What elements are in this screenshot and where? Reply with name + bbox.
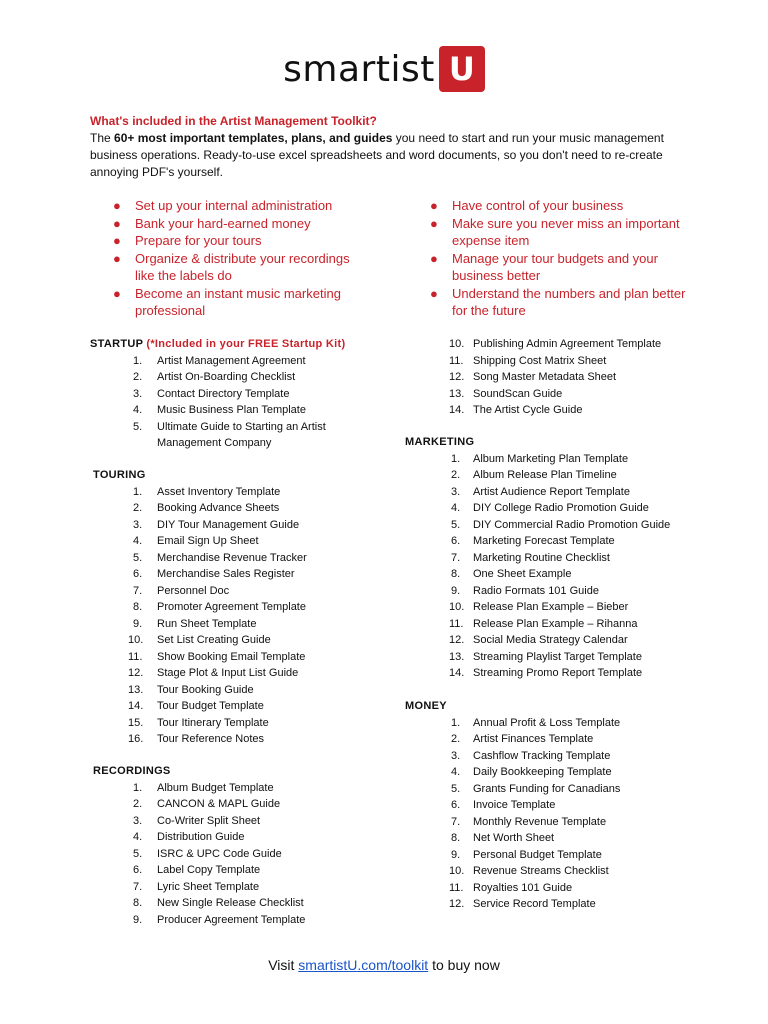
bullet-dot-icon: ● (113, 198, 121, 213)
list-item (405, 353, 745, 370)
item-label: Tour Itinerary Template (157, 716, 269, 729)
list-item (90, 566, 413, 583)
list-item (90, 517, 413, 534)
list-item (405, 616, 745, 633)
item-number: 6. (133, 864, 143, 876)
recordings-list (90, 780, 413, 929)
bullet-item (113, 250, 353, 285)
footer-prefix: Visit (268, 957, 299, 973)
section-touring (93, 467, 413, 748)
list-item (90, 715, 413, 732)
item-label: Show Booking Email Template (157, 650, 306, 663)
startup-title: STARTUP (90, 338, 144, 350)
list-item (405, 517, 745, 534)
item-number: 13. (128, 683, 144, 696)
list-item (90, 583, 413, 600)
item-number: 10. (449, 338, 465, 350)
item-label: Album Budget Template (157, 781, 274, 794)
bullet-dot-icon: ● (113, 285, 121, 301)
item-number: 5. (451, 782, 461, 795)
item-label: Booking Advance Sheets (157, 502, 280, 514)
item-number: 5. (133, 847, 143, 860)
list-item (405, 847, 745, 864)
item-label: Tour Booking Guide (157, 683, 254, 696)
bullet-dot-icon: ● (113, 215, 121, 231)
startup-list (90, 353, 410, 452)
item-label: Radio Formats 101 Guide (473, 584, 599, 597)
list-item (405, 814, 745, 831)
item-number: 8. (133, 601, 143, 613)
item-number: 5. (133, 551, 143, 564)
bullet-dot-icon: ● (430, 250, 438, 266)
item-number: 14. (449, 404, 465, 416)
list-item (90, 796, 413, 813)
item-label: Artist Management Agreement (157, 354, 306, 367)
item-number: 15. (128, 716, 144, 729)
section-startup (90, 336, 410, 452)
item-number: 3. (133, 814, 143, 827)
list-item (90, 731, 413, 748)
bullet-dot-icon: ● (113, 250, 121, 266)
item-number: 13. (449, 387, 465, 400)
item-number: 7. (451, 551, 461, 564)
item-label: Song Master Metadata Sheet (473, 371, 617, 383)
item-number: 16. (128, 733, 144, 745)
item-number: 4. (451, 766, 461, 778)
bullet-item (113, 215, 353, 233)
startup-subtitle: (*Included in your FREE Startup Kit) (146, 338, 346, 350)
intro (90, 113, 690, 181)
item-label: Run Sheet Template (157, 617, 257, 630)
bullet-dot-icon: ● (113, 233, 121, 248)
item-number: 11. (449, 617, 464, 630)
item-label: Invoice Template (473, 799, 556, 811)
item-label: Royalties 101 Guide (473, 881, 573, 894)
list-item (90, 550, 413, 567)
list-item (90, 829, 413, 846)
item-label: Merchandise Revenue Tracker (157, 551, 307, 564)
list-item (90, 879, 413, 896)
item-number: 14. (128, 700, 144, 712)
item-label: Grants Funding for Canadians (473, 782, 621, 795)
logo-wordmark: smartist (283, 48, 435, 90)
list-item (405, 880, 745, 897)
item-number: 1. (451, 716, 461, 729)
item-label: Contact Directory Template (157, 387, 290, 400)
section-marketing (405, 434, 745, 682)
item-number: 1. (451, 452, 461, 465)
item-label: One Sheet Example (473, 568, 572, 580)
list-item (405, 550, 745, 567)
item-label: ISRC & UPC Code Guide (157, 847, 282, 860)
item-number: 2. (133, 798, 143, 810)
item-number: 6. (451, 799, 461, 811)
list-item (90, 780, 413, 797)
item-number: 9. (133, 913, 143, 926)
item-number: 3. (133, 387, 143, 400)
section-title: MARKETING (405, 436, 475, 448)
bullet-text: Manage your tour budgets and your business better (452, 250, 658, 283)
item-label: Album Release Plan Timeline (473, 469, 617, 481)
item-number: 7. (451, 815, 461, 828)
item-number: 4. (133, 831, 143, 843)
item-label: DIY Commercial Radio Promotion Guide (473, 518, 671, 531)
toolkit-link[interactable]: smartistU.com/toolkit (298, 957, 429, 973)
intro-heading: What's included in the Artist Management Toolkit? (90, 114, 377, 128)
bullet-text: Become an instant music marketing professional (135, 285, 341, 318)
item-label: Revenue Streams Checklist (473, 865, 609, 877)
money-list (405, 715, 745, 913)
item-label: Streaming Playlist Target Template (473, 650, 642, 663)
list-item (90, 698, 413, 715)
item-number: 12. (449, 371, 465, 383)
item-label: Stage Plot & Input List Guide (157, 667, 299, 679)
list-item (405, 748, 745, 765)
bullet-text: Make sure you never miss an important expense item (452, 215, 680, 248)
item-label: Personal Budget Template (473, 848, 602, 861)
list-item (405, 467, 745, 484)
intro-suffix: you need to start and run your music management business operations. Ready-to-use excel spreadsheets and word documents, so you don't need to re-create annoying PDF's yourself. (90, 131, 664, 179)
list-item (90, 616, 413, 633)
item-number: 7. (133, 584, 143, 597)
list-item (90, 353, 410, 370)
item-number: 11. (449, 354, 464, 367)
intro-paragraph (90, 130, 690, 181)
bullet-dot-icon: ● (430, 198, 438, 213)
item-number: 5. (451, 518, 461, 531)
item-label: Artist Finances Template (473, 733, 594, 745)
item-number: 4. (451, 502, 461, 514)
item-label: Merchandise Sales Register (157, 568, 295, 580)
list-item (405, 764, 745, 781)
bullets-right (430, 197, 690, 320)
item-label: Service Record Template (473, 898, 596, 910)
list-item (405, 336, 745, 353)
item-label: Streaming Promo Report Template (473, 667, 643, 679)
item-label: Distribution Guide (157, 831, 245, 843)
item-label: Personnel Doc (157, 584, 230, 597)
item-number: 3. (133, 518, 143, 531)
list-item (405, 665, 745, 682)
bullet-text: Bank your hard-earned money (135, 215, 311, 231)
item-label: Artist Audience Report Template (473, 485, 630, 498)
section-money (405, 698, 745, 913)
item-number: 13. (449, 650, 465, 663)
item-label: Social Media Strategy Calendar (473, 634, 628, 646)
section-title (90, 336, 410, 353)
list-item (90, 895, 413, 912)
item-number: 1. (133, 781, 143, 794)
list-item (405, 402, 745, 419)
list-item (90, 632, 413, 649)
list-item (405, 599, 745, 616)
list-item (405, 533, 745, 550)
item-label: Music Business Plan Template (157, 404, 306, 416)
list-item (405, 830, 745, 847)
item-label: New Single Release Checklist (157, 897, 304, 909)
list-item (90, 599, 413, 616)
list-item (405, 566, 745, 583)
item-label: Email Sign Up Sheet (157, 535, 259, 547)
item-number: 8. (451, 568, 461, 580)
bullets-left (113, 197, 353, 320)
item-label: Album Marketing Plan Template (473, 452, 629, 465)
list-item (90, 665, 413, 682)
section-startup-continued (405, 336, 745, 419)
bullet-dot-icon: ● (430, 285, 438, 301)
item-label: Tour Reference Notes (157, 733, 264, 745)
section-title: RECORDINGS (93, 765, 171, 777)
item-number: 8. (133, 897, 143, 909)
item-number: 3. (451, 485, 461, 498)
list-item (90, 649, 413, 666)
list-item (405, 484, 745, 501)
intro-prefix: The (90, 131, 115, 145)
item-label: Ultimate Guide to Starting an Artist Management Company (157, 420, 326, 449)
section-recordings (93, 763, 413, 928)
item-label: Cashflow Tracking Template (473, 749, 611, 762)
bullet-text: Have control of your business (452, 198, 624, 213)
item-number: 9. (133, 617, 143, 630)
list-item (405, 369, 745, 386)
section-title: TOURING (93, 469, 146, 481)
list-item (90, 386, 410, 403)
item-label: Promoter Agreement Template (157, 601, 306, 613)
item-number: 10. (449, 601, 465, 613)
intro-bold: 60+ most important templates, plans, and guides (114, 131, 393, 145)
list-item (90, 912, 413, 929)
list-item (90, 419, 410, 452)
item-label: DIY College Radio Promotion Guide (473, 502, 649, 514)
list-item (405, 386, 745, 403)
item-number: 2. (451, 733, 461, 745)
logo (0, 46, 768, 92)
list-item (90, 402, 410, 419)
list-item (405, 896, 745, 913)
item-label: Lyric Sheet Template (157, 880, 260, 893)
item-number: 12. (128, 667, 144, 679)
item-number: 9. (451, 584, 461, 597)
list-item (90, 533, 413, 550)
item-number: 4. (133, 404, 143, 416)
list-item (405, 500, 745, 517)
item-number: 12. (449, 634, 465, 646)
startup-list-continued (405, 336, 745, 419)
bullet-item (113, 232, 353, 250)
item-label: Release Plan Example – Bieber (473, 601, 629, 613)
bullet-text: Prepare for your tours (135, 233, 262, 248)
item-number: 11. (128, 650, 143, 663)
item-label: DIY Tour Management Guide (157, 518, 300, 531)
item-number: 3. (451, 749, 461, 762)
item-label: Net Worth Sheet (473, 832, 555, 844)
item-number: 2. (133, 371, 143, 383)
list-item (405, 649, 745, 666)
bullet-item (113, 285, 353, 320)
item-label: Tour Budget Template (157, 700, 264, 712)
list-item (90, 846, 413, 863)
list-item (405, 863, 745, 880)
item-number: 14. (449, 667, 465, 679)
list-item (405, 731, 745, 748)
item-number: 7. (133, 880, 143, 893)
list-item (90, 500, 413, 517)
list-item (90, 484, 413, 501)
item-number: 2. (133, 502, 143, 514)
list-item (405, 632, 745, 649)
item-label: CANCON & MAPL Guide (157, 798, 281, 810)
item-number: 1. (133, 485, 143, 498)
item-number: 9. (451, 848, 461, 861)
logo-u-badge: U (439, 46, 485, 92)
item-label: The Artist Cycle Guide (473, 404, 583, 416)
item-label: Co-Writer Split Sheet (157, 814, 261, 827)
list-item (90, 369, 410, 386)
bullet-item (430, 285, 690, 320)
bullet-item (113, 197, 353, 215)
list-item (405, 715, 745, 732)
item-label: Annual Profit & Loss Template (473, 716, 621, 729)
item-label: Set List Creating Guide (157, 634, 271, 646)
item-number: 10. (128, 634, 144, 646)
item-label: Marketing Routine Checklist (473, 551, 610, 564)
bullet-text: Understand the numbers and plan better for the future (452, 285, 686, 318)
touring-list (90, 484, 413, 748)
item-label: Release Plan Example – Rihanna (473, 617, 638, 630)
bullet-item (430, 250, 690, 285)
bullet-item (430, 215, 690, 250)
item-number: 11. (449, 881, 464, 894)
marketing-list (405, 451, 745, 682)
list-item (90, 813, 413, 830)
list-item (405, 583, 745, 600)
footer-suffix: to buy now (428, 957, 500, 973)
list-item (90, 682, 413, 699)
item-label: Producer Agreement Template (157, 913, 306, 926)
bullet-text: Organize & distribute your recordings like the labels do (135, 250, 350, 283)
item-label: Marketing Forecast Template (473, 535, 615, 547)
item-label: Asset Inventory Template (157, 485, 281, 498)
section-title: MONEY (405, 700, 447, 712)
item-label: SoundScan Guide (473, 387, 563, 400)
item-number: 6. (451, 535, 461, 547)
item-label: Monthly Revenue Template (473, 815, 607, 828)
list-item (405, 451, 745, 468)
item-number: 10. (449, 865, 465, 877)
list-item (405, 781, 745, 798)
item-label: Publishing Admin Agreement Template (473, 338, 662, 350)
item-number: 5. (133, 420, 143, 433)
bullet-text: Set up your internal administration (135, 198, 333, 213)
item-label: Artist On-Boarding Checklist (157, 371, 296, 383)
item-number: 6. (133, 568, 143, 580)
item-number: 1. (133, 354, 143, 367)
item-number: 4. (133, 535, 143, 547)
item-label: Label Copy Template (157, 864, 261, 876)
item-number: 2. (451, 469, 461, 481)
bullet-item (430, 197, 690, 215)
bullet-dot-icon: ● (430, 215, 438, 231)
item-number: 12. (449, 898, 465, 910)
item-label: Shipping Cost Matrix Sheet (473, 354, 607, 367)
footer (0, 957, 768, 973)
item-label: Daily Bookkeeping Template (473, 766, 612, 778)
list-item (405, 797, 745, 814)
item-number: 8. (451, 832, 461, 844)
list-item (90, 862, 413, 879)
